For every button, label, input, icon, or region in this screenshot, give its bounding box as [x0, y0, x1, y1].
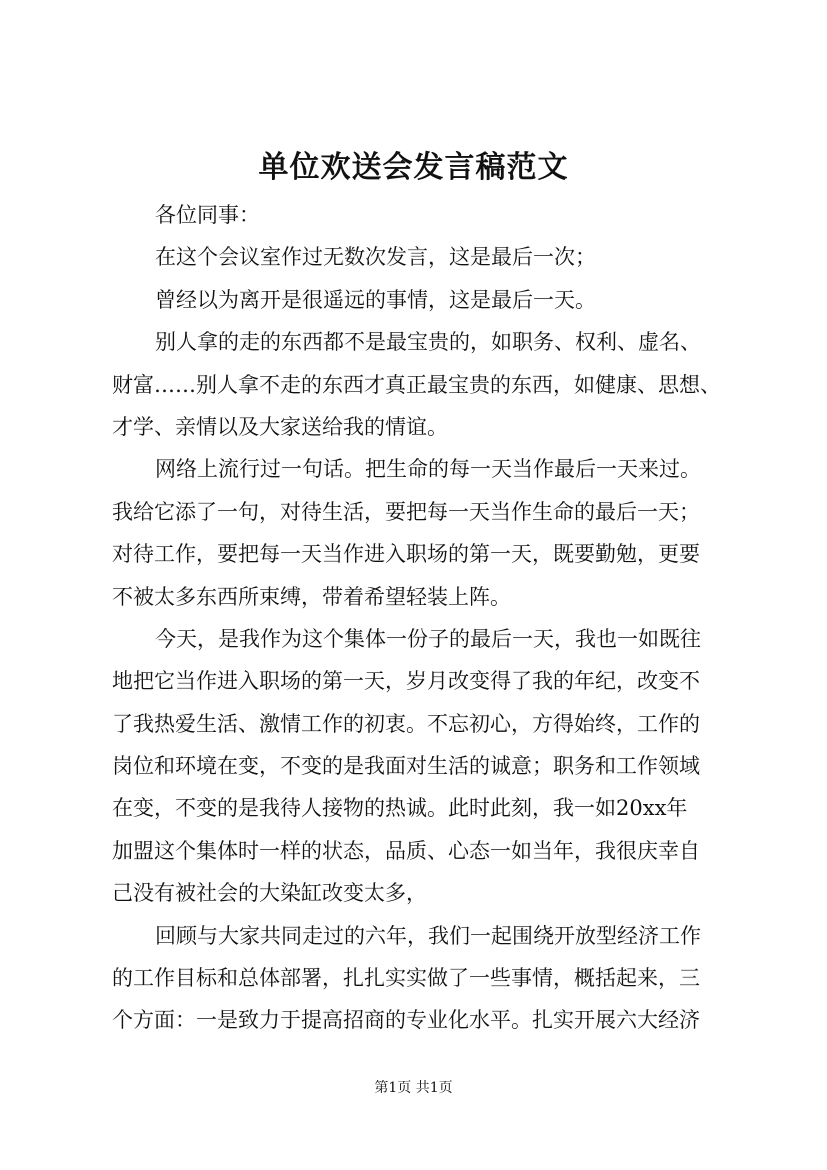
paragraph-line: 我给它添了一句，对待生活，要把每一天当作生命的最后一天； — [112, 499, 700, 524]
greeting-line: 各位同事： — [155, 203, 260, 227]
paragraph-line: 地把它当作进入职场的第一天，岁月改变得了我的年纪，改变不 — [112, 669, 700, 694]
paragraph-line: 网络上流行过一句话。把生命的每一天当作最后一天来过。 — [155, 457, 701, 482]
paragraph-line: 今天，是我作为这个集体一份子的最后一天，我也一如既往 — [155, 626, 701, 651]
paragraph-line: 己没有被社会的大染缸改变太多， — [112, 881, 427, 906]
paragraph-line: 才学、亲情以及大家送给我的情谊。 — [112, 414, 448, 439]
paragraph-line: 对待工作，要把每一天当作进入职场的第一天，既要勤勉，更要 — [112, 542, 700, 567]
paragraph-line: 不被太多东西所束缚，带着希望轻装上阵。 — [112, 584, 511, 609]
paragraph-line: 在这个会议室作过无数次发言，这是最后一次； — [155, 245, 596, 270]
paragraph-line: 了我热爱生活、激情工作的初衷。不忘初心，方得始终，工作的 — [112, 711, 700, 736]
paragraph-line: 曾经以为离开是很遥远的事情，这是最后一天。 — [155, 287, 596, 312]
paragraph-line: 岗位和环境在变，不变的是我面对生活的诚意；职务和工作领域 — [112, 754, 700, 779]
document-title: 单位欢送会发言稿范文 — [258, 150, 569, 185]
paragraph-line: 在变，不变的是我待人接物的热诚。此时此刻，我一如20xx年 — [112, 796, 688, 821]
page-footer: 第1页 共1页 — [374, 1080, 453, 1096]
paragraph-line: 别人拿的走的东西都不是最宝贵的，如职务、权利、虚名、 — [155, 330, 701, 355]
paragraph-line: 回顾与大家共同走过的六年，我们一起围绕开放型经济工作 — [155, 923, 701, 948]
paragraph-line: 个方面：一是致力于提高招商的专业化水平。扎实开展六大经济 — [112, 1008, 700, 1033]
paragraph-line: 的工作目标和总体部署，扎扎实实做了一些事情，概括起来，三 — [112, 966, 700, 991]
paragraph-line: 财富……别人拿不走的东西才真正最宝贵的东西，如健康、思想、 — [112, 372, 721, 397]
paragraph-line: 加盟这个集体时一样的状态，品质、心态一如当年，我很庆幸自 — [112, 838, 700, 863]
document-body — [112, 194, 752, 1042]
